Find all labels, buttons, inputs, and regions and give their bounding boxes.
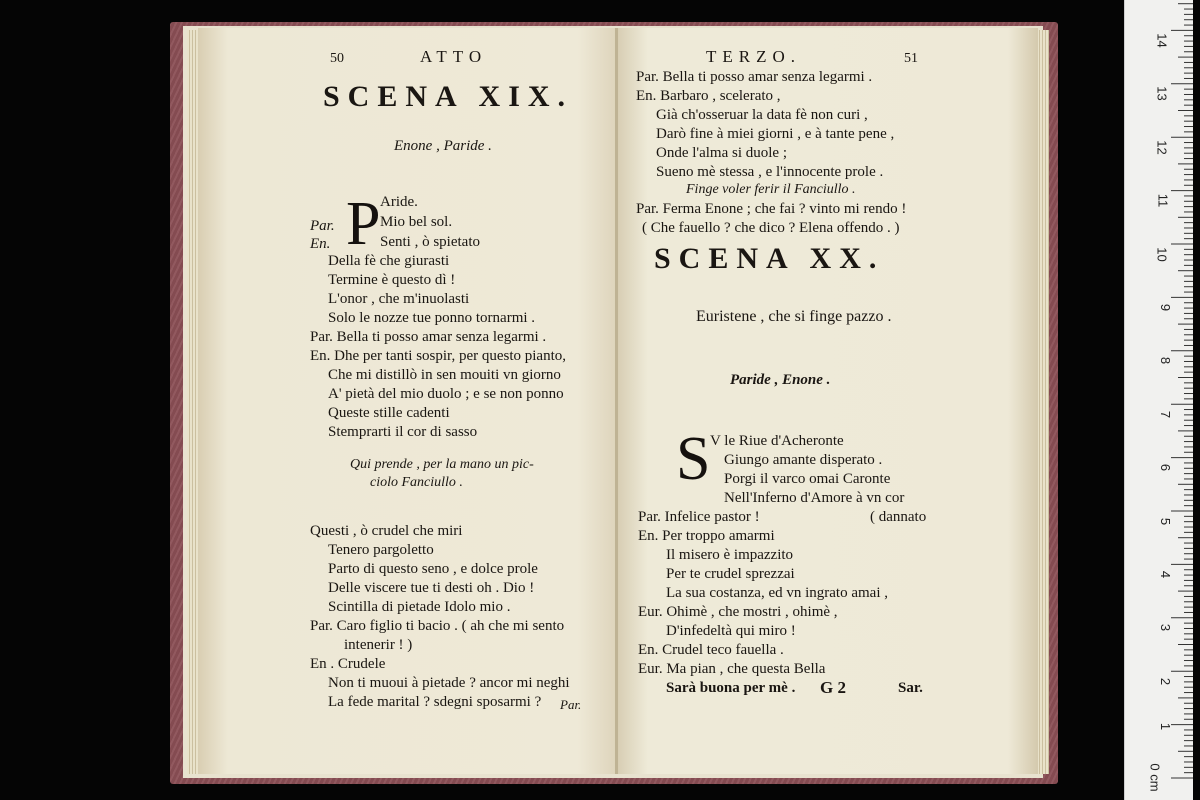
ruler-label: 10 — [1154, 247, 1170, 262]
text-line: Porgi il varco omai Caronte — [724, 471, 891, 487]
page-number-left: 50 — [330, 51, 344, 66]
ruler-label: 9 — [1157, 303, 1173, 312]
stage-direction: Finge voler ferir il Fanciullo . — [686, 182, 856, 197]
running-head-right: TERZO. — [706, 47, 802, 66]
text-line: Queste stille cadenti — [328, 405, 450, 421]
catchword-left: Par. — [560, 697, 582, 712]
text-line: Solo le nozze tue ponno tornarmi . — [328, 310, 536, 326]
text-line: Eur. Ohimè , che mostri , ohimè , — [638, 604, 838, 620]
catchword-right: Sar. — [898, 680, 923, 696]
text-line: Stemprarti il cor di sasso — [328, 424, 478, 440]
text-line: Delle viscere tue ti desti oh . Dio ! — [328, 580, 535, 596]
ruler-label: 14 — [1154, 33, 1170, 48]
scene-title-xx: SCENA XX. — [654, 242, 885, 275]
text-line: Par. Bella ti posso amar senza legarmi . — [636, 69, 873, 85]
text-line: Senti , ò spietato — [380, 234, 480, 250]
ruler-label: 13 — [1154, 86, 1170, 101]
text-line: Il misero è impazzito — [666, 547, 794, 563]
text-line: En . Crudele — [310, 656, 386, 672]
ruler-label: 5 — [1157, 517, 1173, 526]
text-line: A' pietà del mio duolo ; e se non ponno — [328, 386, 564, 402]
text-line: En. Per troppo amarmi — [638, 528, 775, 544]
ruler-label: 7 — [1157, 410, 1173, 419]
page-number-right: 51 — [904, 51, 918, 66]
stage-direction: ciolo Fanciullo . — [370, 475, 463, 490]
text-line: Par. Ferma Enone ; che fai ? vinto mi rendo ! — [636, 201, 907, 217]
drop-cap-s: S — [676, 425, 711, 493]
ruler-label: 3 — [1157, 623, 1173, 632]
text-line: En. Barbaro , scelerato , — [636, 88, 781, 104]
scene-title-xix: SCENA XIX. — [323, 80, 574, 113]
ruler-label: 12 — [1154, 140, 1170, 155]
text-line: D'infedeltà qui miro ! — [666, 623, 796, 639]
drop-cap-p: P — [346, 190, 381, 258]
text-line: Eur. Ma pian , che questa Bella — [638, 661, 826, 677]
ruler-label: 4 — [1157, 570, 1173, 579]
text-line: En. Dhe per tanti sospir, per questo pianto, — [310, 348, 567, 364]
character-list-right: Paride , Enone . — [730, 372, 831, 388]
text-line: Già ch'osseruar la data fè non curi , — [656, 107, 868, 123]
ruler-label: 2 — [1157, 677, 1173, 686]
ruler-label: 0 cm — [1147, 763, 1163, 792]
ruler-label: 8 — [1157, 356, 1173, 365]
text-line: V le Riue d'Acheronte — [710, 433, 844, 449]
ruler-label: 1 — [1157, 722, 1173, 731]
measurement-ruler — [1124, 0, 1193, 800]
speaker-label: Par. — [310, 218, 335, 234]
scene-subtitle: Euristene , che si finge pazzo . — [696, 308, 892, 325]
text-line: Sueno mè stessa , e l'innocente prole . — [656, 164, 884, 180]
text-line: Sarà buona per mè . — [666, 680, 796, 696]
ruler-label: 11 — [1154, 193, 1170, 208]
text-line: Par. Caro figlio ti bacio . ( ah che mi sento — [310, 618, 565, 634]
right-page — [618, 28, 1038, 774]
text-line: Questi , ò crudel che miri — [310, 523, 463, 539]
text-line: Par. Infelice pastor ! — [638, 509, 760, 525]
text-line: En. Crudel teco fauella . — [638, 642, 784, 658]
text-line: Onde l'alma si duole ; — [656, 145, 788, 161]
text-line: Termine è questo dì ! — [328, 272, 456, 288]
text-line: Per te crudel sprezzai — [666, 566, 795, 582]
speaker-label: En. — [310, 236, 331, 252]
text-line: La sua costanza, ed vn ingrato amai , — [666, 585, 888, 601]
text-line: ( Che fauello ? che dico ? Elena offendo . ) — [642, 220, 900, 236]
stage-direction: Qui prende , per la mano un pic- — [350, 457, 534, 472]
text-line: Giungo amante disperato . — [724, 452, 883, 468]
text-line: ( dannato — [870, 509, 927, 525]
running-head-left: ATTO — [420, 47, 488, 66]
text-line: Della fè che giurasti — [328, 253, 450, 269]
text-line: Nell'Inferno d'Amore à vn cor — [724, 490, 905, 506]
text-line: Non ti muoui à pietade ? ancor mi neghi — [328, 675, 570, 691]
text-line: Mio bel sol. — [380, 214, 453, 230]
text-line: La fede marital ? sdegni sposarmi ? — [328, 694, 542, 710]
text-line: intenerir ! ) — [344, 637, 413, 653]
signature-mark: G 2 — [820, 678, 846, 697]
text-line: L'onor , che m'inuolasti — [328, 291, 470, 307]
ruler-label: 6 — [1157, 463, 1173, 472]
text-line: Che mi distillò in sen mouiti vn giorno — [328, 367, 561, 383]
character-list-left: Enone , Paride . — [394, 138, 492, 154]
text-line: Scintilla di pietade Idolo mio . — [328, 599, 511, 615]
text-line: Parto di questo seno , e dolce prole — [328, 561, 538, 577]
text-line: Darò fine à miei giorni , e à tante pene , — [656, 126, 895, 142]
text-line: Aride. — [380, 194, 418, 210]
text-line: Par. Bella ti posso amar senza legarmi . — [310, 329, 547, 345]
text-line: Tenero pargoletto — [328, 542, 434, 558]
right-page-edges — [1037, 30, 1049, 774]
left-page — [198, 28, 618, 774]
